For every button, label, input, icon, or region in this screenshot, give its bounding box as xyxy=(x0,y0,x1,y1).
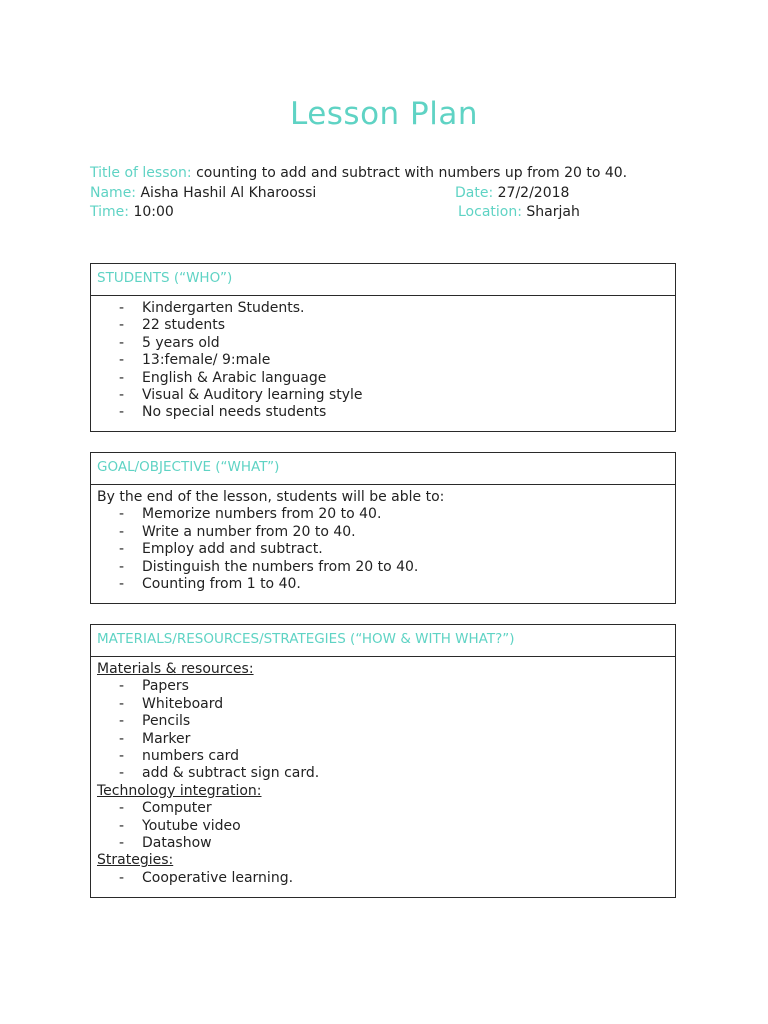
list-item xyxy=(97,387,669,404)
list-item-text: Cooperative learning. xyxy=(142,869,294,886)
list-item-text: 5 years old xyxy=(142,334,220,351)
time-label: Time: xyxy=(90,204,129,220)
list-item-text: English & Arabic language xyxy=(142,369,327,386)
list-item xyxy=(97,352,669,369)
bullet-dash: - xyxy=(119,558,125,575)
bullet-dash: - xyxy=(119,730,125,747)
bullet-dash: - xyxy=(119,869,125,886)
bullet-dash: - xyxy=(119,387,125,404)
bullet-dash: - xyxy=(119,334,125,351)
bullet-dash: - xyxy=(119,748,125,765)
list-item-text: No special needs students xyxy=(142,404,327,421)
list-item-text: 22 students xyxy=(142,317,226,334)
materials-list xyxy=(91,657,675,893)
list-item-text: Visual & Auditory learning style xyxy=(142,387,363,404)
list-item-text: Kindergarten Students. xyxy=(142,300,305,316)
bullet-dash: - xyxy=(119,541,125,558)
list-item-text: add & subtract sign card. xyxy=(142,765,320,782)
materials-section xyxy=(90,624,676,898)
goal-section xyxy=(90,452,676,604)
resources-subheading: Materials & resources: xyxy=(97,661,254,677)
time-value: 10:00 xyxy=(133,204,174,220)
list-item xyxy=(97,404,669,421)
list-item-text: Youtube video xyxy=(142,817,241,834)
list-item-text: Write a number from 20 to 40. xyxy=(142,523,356,540)
materials-heading: MATERIALS/RESOURCES/STRATEGIES (“HOW & WITH WHAT?”) xyxy=(91,625,675,657)
students-list xyxy=(91,296,675,428)
list-item-text: 13:female/ 9:male xyxy=(142,352,271,369)
students-section xyxy=(90,263,676,432)
location-row xyxy=(458,203,580,222)
list-item-text: Employ add and subtract. xyxy=(142,541,323,558)
list-item xyxy=(97,317,669,334)
list-item xyxy=(97,300,669,317)
list-item xyxy=(97,696,669,713)
list-item xyxy=(97,818,669,835)
page-title: Lesson Plan xyxy=(289,96,479,132)
list-item-text: Papers xyxy=(142,678,189,695)
bullet-dash: - xyxy=(119,576,125,593)
bullet-dash: - xyxy=(119,369,125,386)
list-item xyxy=(97,576,669,593)
list-item xyxy=(97,765,669,782)
list-item xyxy=(97,748,669,765)
lesson-title-label: Title of lesson: xyxy=(90,165,192,181)
list-item-text: Memorize numbers from 20 to 40. xyxy=(142,506,382,523)
bullet-dash: - xyxy=(119,695,125,712)
name-row xyxy=(90,184,316,203)
list-item-text: numbers card xyxy=(142,748,240,765)
time-row xyxy=(90,203,174,222)
list-item-text: Distinguish the numbers from 20 to 40. xyxy=(142,558,419,575)
list-item-text: Pencils xyxy=(142,713,191,730)
bullet-dash: - xyxy=(119,300,125,316)
bullet-dash: - xyxy=(119,835,125,852)
strategies-subheading: Strategies: xyxy=(97,852,174,869)
bullet-dash: - xyxy=(119,678,125,695)
technology-subheading: Technology integration: xyxy=(97,782,262,799)
date-label: Date: xyxy=(455,185,494,201)
lesson-title-value: counting to add and subtract with numbers up from 20 to 40. xyxy=(196,165,628,181)
list-item xyxy=(97,731,669,748)
students-heading: STUDENTS (“WHO”) xyxy=(91,264,675,296)
bullet-dash: - xyxy=(119,352,125,369)
list-item-text: Marker xyxy=(142,730,191,747)
list-item-text: Whiteboard xyxy=(142,695,224,712)
location-label: Location: xyxy=(458,204,522,220)
bullet-dash: - xyxy=(119,765,125,782)
list-item xyxy=(97,800,669,817)
list-item xyxy=(97,870,669,887)
list-item xyxy=(97,678,669,695)
bullet-dash: - xyxy=(119,317,125,334)
list-item xyxy=(97,713,669,730)
date-value: 27/2/2018 xyxy=(497,185,570,201)
bullet-dash: - xyxy=(119,404,125,421)
bullet-dash: - xyxy=(119,817,125,834)
location-value: Sharjah xyxy=(526,204,580,220)
list-item xyxy=(97,541,669,558)
bullet-dash: - xyxy=(119,800,125,817)
name-label: Name: xyxy=(90,185,137,201)
list-item-text: Computer xyxy=(142,800,212,817)
list-item xyxy=(97,559,669,576)
bullet-dash: - xyxy=(119,506,125,523)
goal-heading: GOAL/OBJECTIVE (“WHAT”) xyxy=(91,453,675,485)
list-item xyxy=(97,506,669,523)
list-item-text: Datashow xyxy=(142,835,212,852)
bullet-dash: - xyxy=(119,523,125,540)
lesson-title-row xyxy=(90,164,627,183)
bullet-dash: - xyxy=(119,713,125,730)
list-item xyxy=(97,335,669,352)
goal-list xyxy=(91,485,675,599)
date-row xyxy=(455,184,569,203)
list-item xyxy=(97,370,669,387)
list-item xyxy=(97,524,669,541)
goal-intro: By the end of the lesson, students will be able to: xyxy=(97,489,445,505)
list-item-text: Counting from 1 to 40. xyxy=(142,576,301,593)
list-item xyxy=(97,835,669,852)
name-value: Aisha Hashil Al Kharoossi xyxy=(140,185,317,201)
